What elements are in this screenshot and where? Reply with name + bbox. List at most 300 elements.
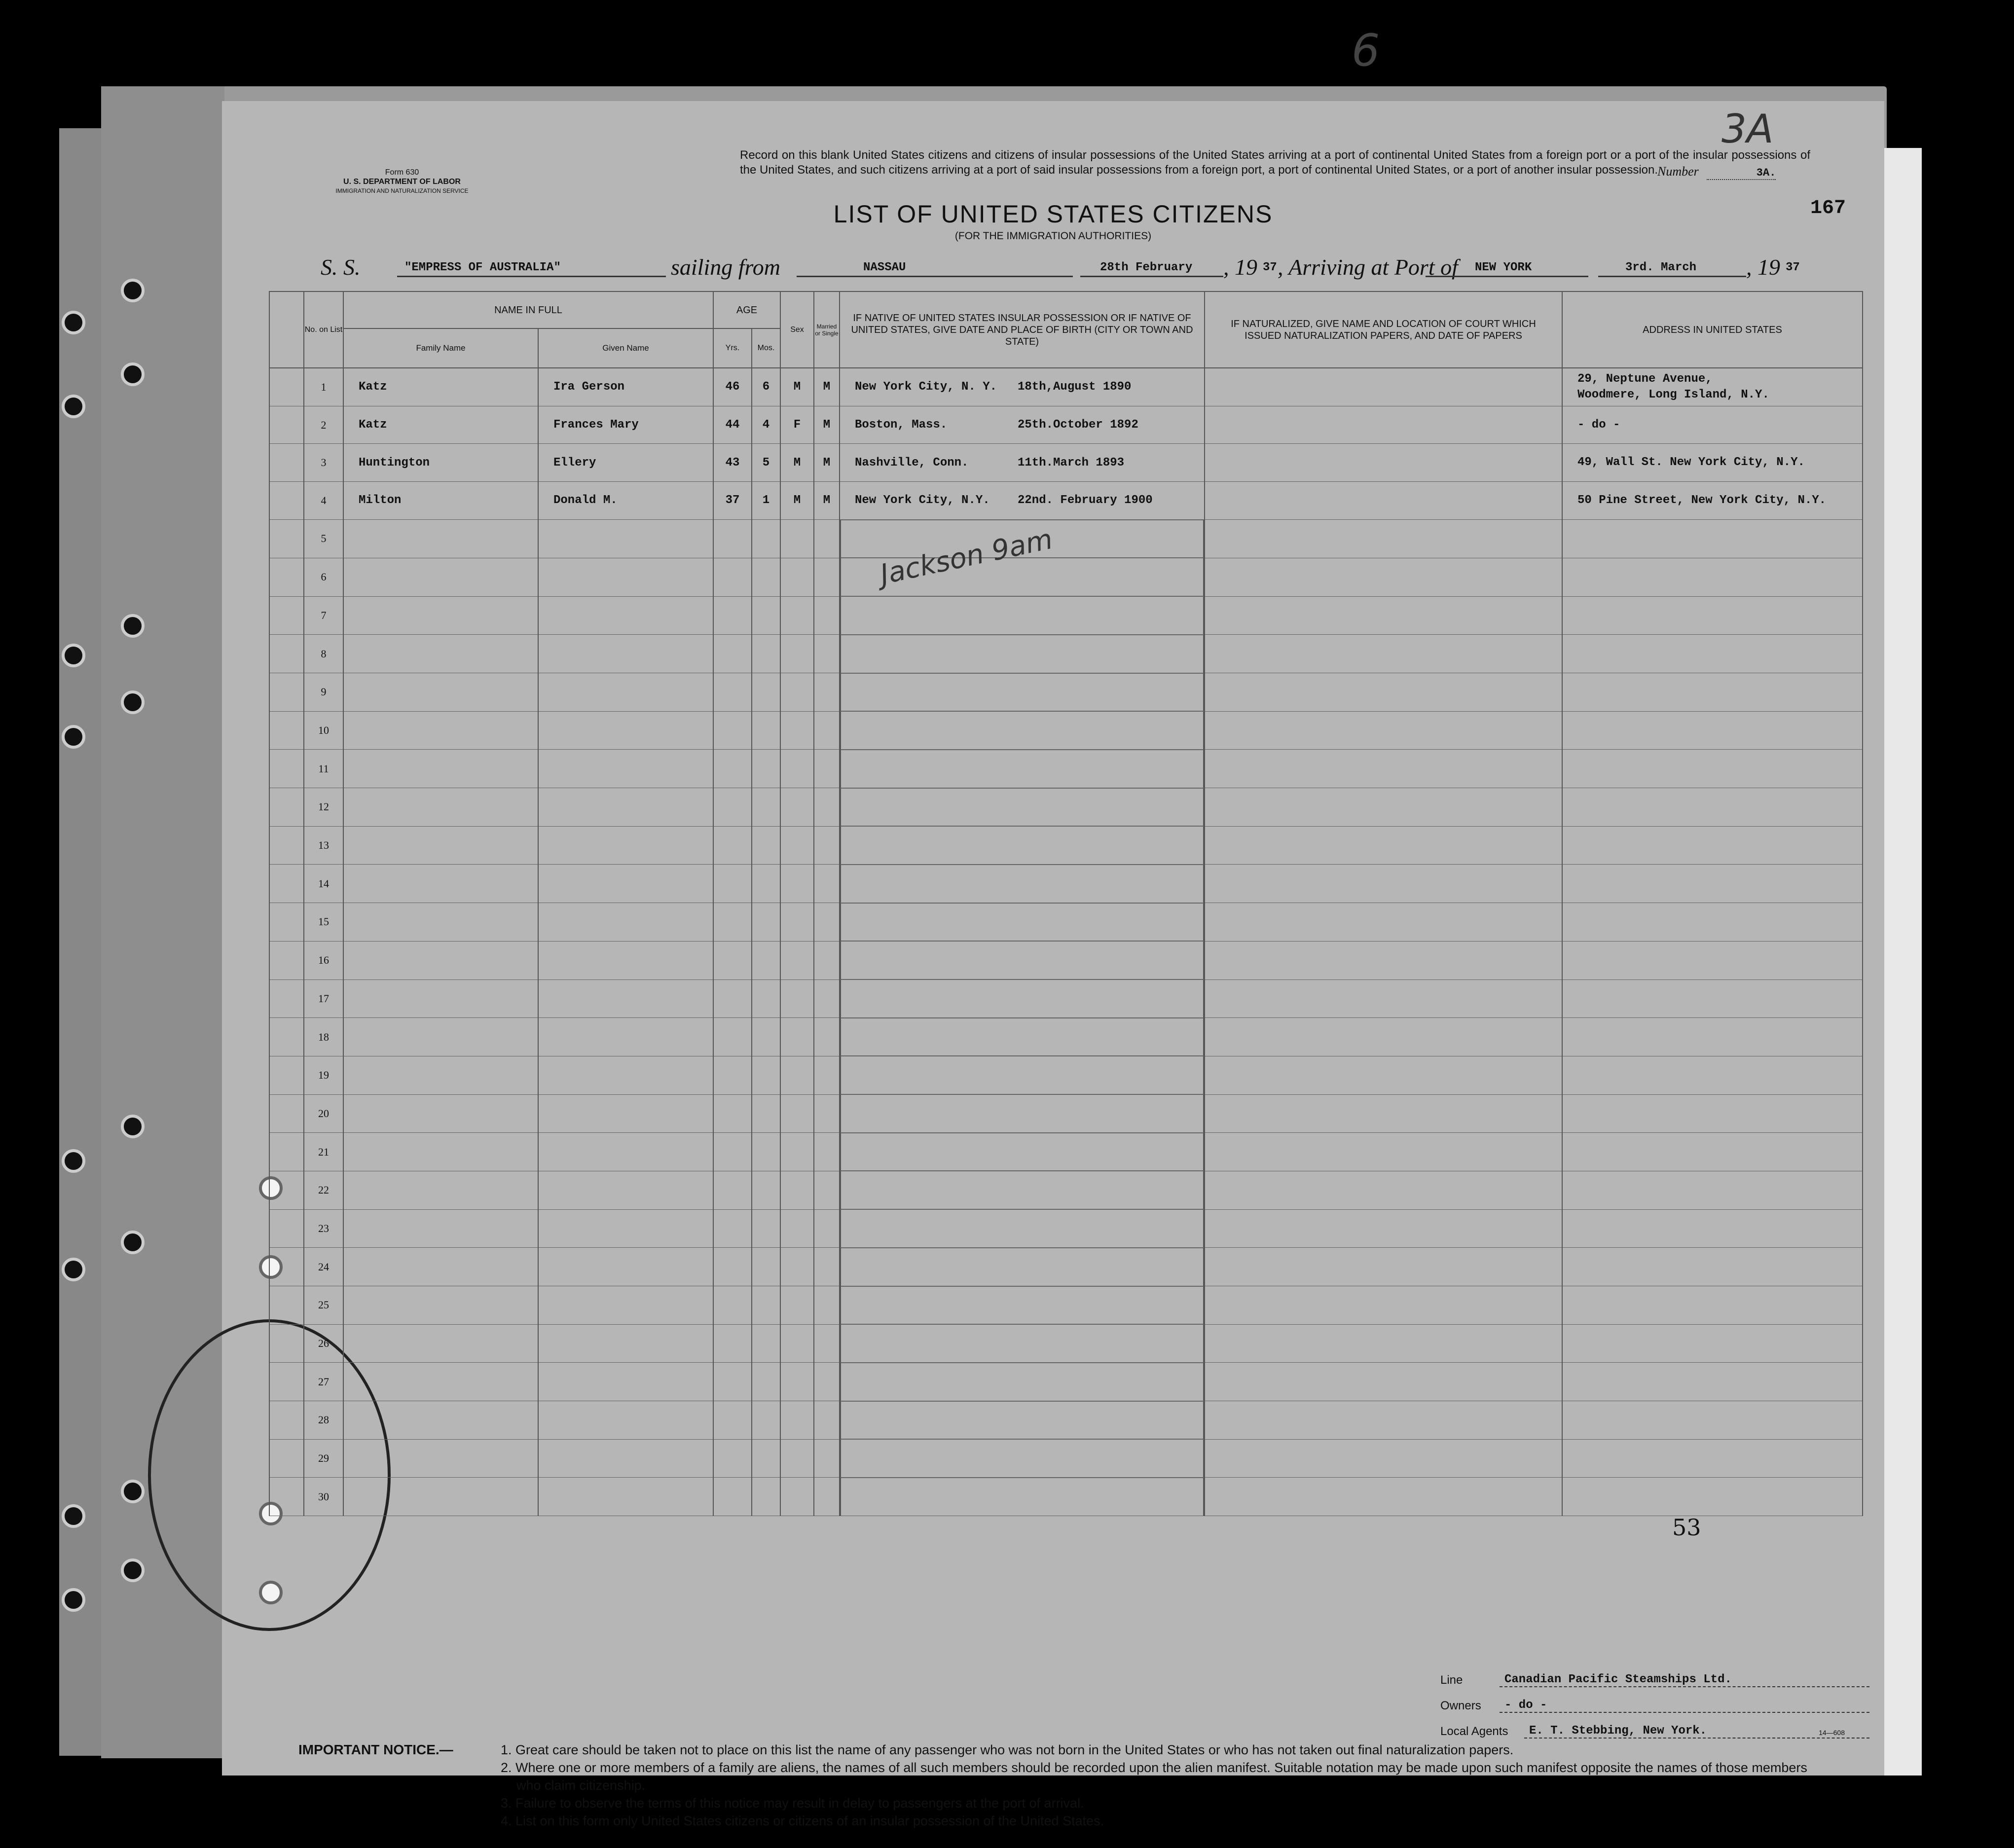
given-name <box>538 1094 713 1133</box>
row-marker <box>269 1018 304 1056</box>
age-months <box>752 711 780 750</box>
birth-place-date <box>840 1171 1204 1209</box>
table-row <box>269 1209 1863 1248</box>
form-code: 14—608 <box>1819 1729 1845 1737</box>
naturalization <box>1205 1248 1562 1286</box>
row-number: 2 <box>304 406 343 444</box>
row-marker <box>269 1133 304 1171</box>
row-marker <box>269 788 304 827</box>
record-instructions: Record on this blank United States citizens and citizens of insular possessions of the United States arriving at a port of continental United States from a foreign port or a port of the insular possessions of the United States, and such citizens arriving at a port of said insular possessions from a foreign port, a port of continental United States, or a port of another insular possession. <box>740 148 1810 177</box>
binder-hole <box>121 690 145 714</box>
address <box>1562 1286 1863 1325</box>
row-number: 29 <box>304 1439 343 1478</box>
birth-place-date <box>840 750 1204 788</box>
age-years <box>713 1324 752 1363</box>
table-row <box>269 941 1863 979</box>
birth-place: New York City, N.Y. <box>855 494 990 507</box>
address-line: 50 Pine Street, New York City, N.Y. <box>1577 493 1827 507</box>
address <box>1562 711 1863 750</box>
address <box>1562 979 1863 1018</box>
marital-status <box>814 979 840 1018</box>
col-name-in-full-header: NAME IN FULL <box>343 291 713 328</box>
age-months <box>752 941 780 979</box>
naturalization <box>1205 1324 1562 1363</box>
marital-status <box>814 750 840 788</box>
given-name <box>538 519 713 558</box>
sex: M <box>780 368 814 406</box>
birth-place-date <box>840 1209 1204 1248</box>
notice-item: 2. Where one or more members of a family are aliens, the names of all such members should be recorded upon the alien manifest. Suitable notation may be made upon such manifest opposite the names of those members who claim citizenship. <box>501 1760 1807 1793</box>
row-number: 9 <box>304 673 343 712</box>
family-name <box>343 1133 538 1171</box>
sex <box>780 596 814 635</box>
row-number: 10 <box>304 711 343 750</box>
marital-status <box>814 1018 840 1056</box>
address <box>1562 826 1863 865</box>
given-name: Donald M. <box>538 482 713 520</box>
address <box>1562 941 1863 979</box>
row-number: 21 <box>304 1133 343 1171</box>
family-name: Katz <box>343 368 538 406</box>
col-family-name-header: Family Name <box>343 328 538 368</box>
sex <box>780 1363 814 1401</box>
age-months <box>752 1324 780 1363</box>
row-number: 28 <box>304 1401 343 1440</box>
binder-hole <box>121 362 145 386</box>
row-marker <box>269 596 304 635</box>
age-months <box>752 519 780 558</box>
table-row <box>269 635 1863 673</box>
marital-status <box>814 1209 840 1248</box>
table-row <box>269 444 1863 482</box>
address <box>1562 903 1863 942</box>
sex <box>780 1324 814 1363</box>
age-months <box>752 750 780 788</box>
age-months <box>752 979 780 1018</box>
age-months: 1 <box>752 482 780 520</box>
age-years: 37 <box>713 482 752 520</box>
age-years: 43 <box>713 444 752 482</box>
address-line: - do - <box>1577 418 1620 432</box>
marital-status <box>814 635 840 673</box>
table-row <box>269 1094 1863 1133</box>
age-months <box>752 1171 780 1209</box>
row-number: 18 <box>304 1018 343 1056</box>
address <box>1562 865 1863 903</box>
naturalization <box>1205 1363 1562 1401</box>
binder-hole <box>62 1588 85 1612</box>
given-name <box>538 673 713 712</box>
age-months <box>752 1209 780 1248</box>
given-name <box>538 941 713 979</box>
birth-place-date <box>840 903 1204 942</box>
address-line: 49, Wall St. New York City, N.Y. <box>1577 456 1805 470</box>
row-marker <box>269 1401 304 1440</box>
row-number: 3 <box>304 444 343 482</box>
age-years <box>713 1401 752 1440</box>
naturalization <box>1205 788 1562 827</box>
age-years <box>713 1018 752 1056</box>
age-months <box>752 903 780 942</box>
row-number: 16 <box>304 941 343 979</box>
sex <box>780 1439 814 1478</box>
ship-name: "EMPRESS OF AUSTRALIA" <box>404 261 561 274</box>
table-row <box>269 1133 1863 1171</box>
age-months: 5 <box>752 444 780 482</box>
address <box>1562 673 1863 712</box>
table-row <box>269 1171 1863 1209</box>
given-name: Ellery <box>538 444 713 482</box>
age-months <box>752 596 780 635</box>
age-years <box>713 826 752 865</box>
row-marker <box>269 1056 304 1094</box>
voyage-line: S. S. "EMPRESS OF AUSTRALIA" sailing from NASSAU 28th February , 19 37 , Arriving at Port of NEW YORK 3rd. March , 19 37 <box>321 254 1800 280</box>
given-name <box>538 1439 713 1478</box>
age-months <box>752 1248 780 1286</box>
family-name <box>343 1478 538 1516</box>
page-subtitle: (FOR THE IMMIGRATION AUTHORITIES) <box>954 230 1152 242</box>
table-row <box>269 596 1863 635</box>
address <box>1562 519 1863 558</box>
address <box>1562 1056 1863 1094</box>
address <box>1562 444 1863 482</box>
address <box>1562 788 1863 827</box>
age-years <box>713 711 752 750</box>
family-name <box>343 788 538 827</box>
address <box>1562 406 1863 444</box>
agents-value: E. T. Stebbing, New York. <box>1524 1724 1869 1739</box>
naturalization <box>1205 865 1562 903</box>
manifest-page <box>222 101 1884 1828</box>
birth-place-date <box>840 1094 1204 1133</box>
birth-place-date <box>840 788 1204 827</box>
row-marker <box>269 1478 304 1516</box>
sex <box>780 865 814 903</box>
age-years: 44 <box>713 406 752 444</box>
col-age-header: AGE <box>713 291 780 328</box>
row-marker <box>269 1439 304 1478</box>
address <box>1562 750 1863 788</box>
birth-place-date <box>840 1324 1204 1363</box>
marital-status <box>814 903 840 942</box>
age-years <box>713 1094 752 1133</box>
page-number-stamp: 167 <box>1810 197 1846 219</box>
sex <box>780 711 814 750</box>
age-years <box>713 1286 752 1325</box>
address <box>1562 558 1863 596</box>
table-row <box>269 865 1863 903</box>
age-years <box>713 750 752 788</box>
birth-date: 25th.October 1892 <box>1018 418 1138 432</box>
age-years <box>713 1133 752 1171</box>
age-years <box>713 903 752 942</box>
col-naturalized-header: IF NATURALIZED, GIVE NAME AND LOCATION OF COURT WHICH ISSUED NATURALIZATION PAPERS, AND DATE OF PAPERS <box>1205 291 1562 368</box>
birth-date: 11th.March 1893 <box>1018 456 1125 470</box>
col-sex-header: Sex <box>780 291 814 368</box>
family-name <box>343 1248 538 1286</box>
binder-hole <box>121 1558 145 1582</box>
address <box>1562 1478 1863 1516</box>
binder-hole <box>62 725 85 749</box>
notice-item: 3. Failure to observe the terms of this notice may result in delay to passengers at the port of arrival. <box>501 1796 1084 1811</box>
row-number: 23 <box>304 1209 343 1248</box>
age-months <box>752 635 780 673</box>
age-months <box>752 1478 780 1516</box>
table-row <box>269 826 1863 865</box>
given-name: Frances Mary <box>538 406 713 444</box>
family-name <box>343 1439 538 1478</box>
row-marker <box>269 1209 304 1248</box>
row-marker <box>269 750 304 788</box>
given-name <box>538 903 713 942</box>
naturalization <box>1205 1286 1562 1325</box>
given-name <box>538 1056 713 1094</box>
marital-status: M <box>814 444 840 482</box>
row-marker <box>269 1094 304 1133</box>
sex <box>780 1286 814 1325</box>
marital-status <box>814 1324 840 1363</box>
age-months: 6 <box>752 368 780 406</box>
owners-value: - do - <box>1500 1699 1869 1713</box>
family-name <box>343 558 538 596</box>
marital-status <box>814 1401 840 1440</box>
row-marker <box>269 519 304 558</box>
stamp-number: 53 <box>1672 1514 1701 1541</box>
binder-hole <box>62 1258 85 1281</box>
family-name <box>343 979 538 1018</box>
row-number: 11 <box>304 750 343 788</box>
row-number: 22 <box>304 1171 343 1209</box>
birth-place-date <box>840 1018 1204 1056</box>
given-name <box>538 558 713 596</box>
table-row <box>269 1248 1863 1286</box>
binder-hole <box>121 279 145 302</box>
birth-place: Nashville, Conn. <box>855 456 969 470</box>
given-name <box>538 1018 713 1056</box>
age-months <box>752 1056 780 1094</box>
age-months <box>752 673 780 712</box>
age-years <box>713 1439 752 1478</box>
naturalization <box>1205 979 1562 1018</box>
row-number: 24 <box>304 1248 343 1286</box>
birth-place-date <box>840 1248 1204 1286</box>
row-number: 4 <box>304 482 343 520</box>
birth-place-date <box>840 1401 1204 1440</box>
address <box>1562 482 1863 520</box>
table-row <box>269 1439 1863 1478</box>
form-number: Form 630 U. S. DEPARTMENT OF LABOR IMMIGRATION AND NATURALIZATION SERVICE <box>335 168 469 194</box>
sex <box>780 979 814 1018</box>
binder-hole <box>121 1480 145 1503</box>
row-number: 14 <box>304 865 343 903</box>
binder-hole <box>62 311 85 334</box>
marital-status <box>814 1286 840 1325</box>
marital-status <box>814 1171 840 1209</box>
birth-date: 22nd. February 1900 <box>1018 494 1153 507</box>
table-row <box>269 711 1863 750</box>
sex <box>780 1094 814 1133</box>
given-name <box>538 1324 713 1363</box>
sex <box>780 1248 814 1286</box>
row-marker <box>269 979 304 1018</box>
given-name <box>538 826 713 865</box>
family-name <box>343 1171 538 1209</box>
address <box>1562 1209 1863 1248</box>
sex <box>780 1401 814 1440</box>
family-name <box>343 1056 538 1094</box>
row-number: 26 <box>304 1324 343 1363</box>
family-name <box>343 1094 538 1133</box>
row-number: 30 <box>304 1478 343 1516</box>
address-line: 29, Neptune Avenue, <box>1577 372 1713 386</box>
col-yrs-header: Yrs. <box>713 328 752 368</box>
given-name <box>538 788 713 827</box>
table-row <box>269 1363 1863 1401</box>
family-name <box>343 941 538 979</box>
birth-place-date <box>840 941 1204 979</box>
address <box>1562 1401 1863 1440</box>
age-years: 46 <box>713 368 752 406</box>
age-years <box>713 1248 752 1286</box>
age-months <box>752 1286 780 1325</box>
birth-place-date <box>840 865 1204 903</box>
given-name <box>538 1478 713 1516</box>
age-months <box>752 1094 780 1133</box>
family-name <box>343 1286 538 1325</box>
address <box>1562 1094 1863 1133</box>
binder-hole <box>121 1231 145 1254</box>
family-name <box>343 596 538 635</box>
sex <box>780 941 814 979</box>
marital-status <box>814 673 840 712</box>
marital-status <box>814 1094 840 1133</box>
birth-place-date <box>840 406 1205 444</box>
table-row <box>269 1478 1863 1516</box>
naturalization <box>1205 1401 1562 1440</box>
row-number: 7 <box>304 596 343 635</box>
table-row <box>269 903 1863 942</box>
row-number: 6 <box>304 558 343 596</box>
naturalization <box>1205 1133 1562 1171</box>
row-number: 27 <box>304 1363 343 1401</box>
binder-hole <box>62 395 85 418</box>
address <box>1562 1439 1863 1478</box>
birth-place-date <box>840 1133 1204 1171</box>
age-months: 4 <box>752 406 780 444</box>
row-marker <box>269 406 304 444</box>
family-name <box>343 865 538 903</box>
sex <box>780 1209 814 1248</box>
marital-status: M <box>814 368 840 406</box>
age-years <box>713 941 752 979</box>
row-number: 15 <box>304 903 343 942</box>
age-years <box>713 1478 752 1516</box>
age-months <box>752 826 780 865</box>
birth-place-date <box>840 673 1204 712</box>
address <box>1562 596 1863 635</box>
table-row <box>269 482 1863 520</box>
binder-hole <box>121 614 145 638</box>
binder-hole <box>121 1115 145 1138</box>
age-years <box>713 865 752 903</box>
age-years <box>713 788 752 827</box>
row-marker <box>269 711 304 750</box>
age-months <box>752 1401 780 1440</box>
table-row <box>269 1018 1863 1056</box>
address <box>1562 1018 1863 1056</box>
marital-status <box>814 596 840 635</box>
marital-status <box>814 1363 840 1401</box>
notice-heading: IMPORTANT NOTICE.— <box>298 1742 453 1757</box>
naturalization <box>1205 558 1562 596</box>
number-field: Number 3A. <box>1657 164 1776 179</box>
binder-hole <box>62 1504 85 1528</box>
address <box>1562 1324 1863 1363</box>
row-marker <box>269 558 304 596</box>
given-name <box>538 1171 713 1209</box>
row-number: 13 <box>304 826 343 865</box>
age-years <box>713 1363 752 1401</box>
page-hole <box>259 1581 283 1604</box>
marital-status <box>814 941 840 979</box>
given-name <box>538 750 713 788</box>
naturalization <box>1205 1439 1562 1478</box>
birth-place-date <box>840 1478 1204 1516</box>
naturalization <box>1205 711 1562 750</box>
row-marker <box>269 1286 304 1325</box>
sex <box>780 903 814 942</box>
sailing-date: 28th February <box>1100 261 1193 274</box>
given-name <box>538 1133 713 1171</box>
row-marker <box>269 1324 304 1363</box>
marital-status <box>814 1248 840 1286</box>
col-marker <box>269 291 304 368</box>
naturalization <box>1205 903 1562 942</box>
sailing-label: sailing from <box>671 254 780 280</box>
sex <box>780 1133 814 1171</box>
handwritten-corner-number: 3A <box>1721 106 1774 152</box>
age-months <box>752 788 780 827</box>
marital-status <box>814 558 840 596</box>
line-value: Canadian Pacific Steamships Ltd. <box>1500 1673 1869 1687</box>
given-name <box>538 979 713 1018</box>
marital-status: M <box>814 406 840 444</box>
age-years <box>713 519 752 558</box>
row-number: 12 <box>304 788 343 827</box>
sex <box>780 826 814 865</box>
family-name <box>343 711 538 750</box>
sailing-from: NASSAU <box>863 261 906 274</box>
family-name <box>343 1363 538 1401</box>
sex <box>780 519 814 558</box>
age-months <box>752 1133 780 1171</box>
notice-item: 1. Great care should be taken not to place on this list the name of any passenger who was not born in the United States or who has not taken out final naturalization papers. <box>501 1742 1514 1757</box>
marital-status <box>814 1056 840 1094</box>
col-mos-header: Mos. <box>752 328 780 368</box>
given-name <box>538 711 713 750</box>
naturalization <box>1205 519 1562 558</box>
col-address-header: ADDRESS IN UNITED STATES <box>1562 291 1863 368</box>
marital-status <box>814 788 840 827</box>
row-marker <box>269 826 304 865</box>
naturalization <box>1205 482 1562 520</box>
address <box>1562 1363 1863 1401</box>
sailing-year: 37 <box>1263 261 1277 274</box>
birth-date: 18th,August 1890 <box>1018 380 1132 394</box>
naturalization <box>1205 1478 1562 1516</box>
binder-hole <box>62 644 85 667</box>
sex <box>780 750 814 788</box>
